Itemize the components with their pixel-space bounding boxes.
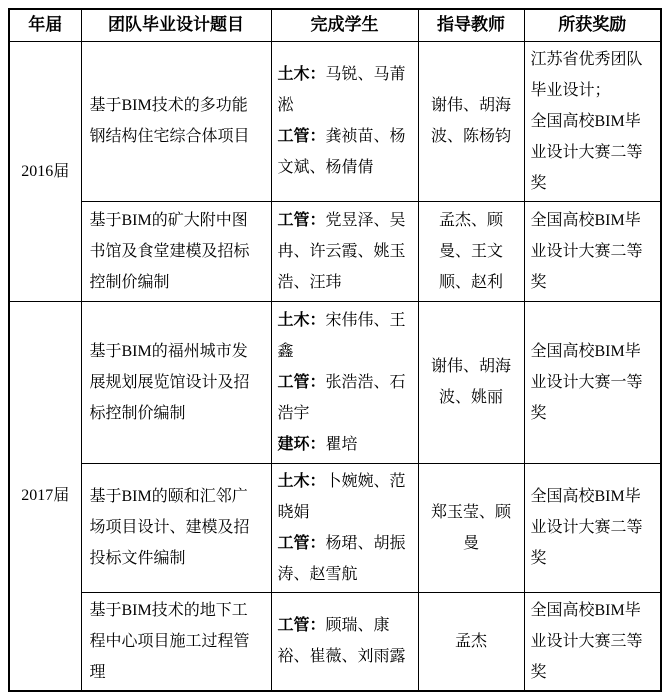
awards-cell xyxy=(524,41,661,201)
student-names: 杨珺、胡振涛、赵雪航 xyxy=(277,534,406,583)
student-group xyxy=(278,528,412,590)
students-cell xyxy=(271,301,418,463)
award-text: 江苏省优秀团队毕业设计； xyxy=(530,50,643,99)
table-row xyxy=(9,41,661,201)
topic-cell xyxy=(81,301,271,463)
column-header: 年届 xyxy=(9,9,81,41)
graduation-awards-table xyxy=(8,8,662,692)
column-header: 完成学生 xyxy=(271,9,418,41)
topic-text: 基于BIM的福州城市发展规划展览馆设计及招标控制价编制 xyxy=(89,342,250,422)
awards-cell xyxy=(524,592,661,691)
student-names: 张浩浩、石浩宇 xyxy=(277,373,406,422)
student-names: 龚祯苗、杨文斌、杨倩倩 xyxy=(277,128,406,176)
major-label: 建环： xyxy=(277,435,326,453)
award-text: 全国高校BIM毕业设计大赛二等奖 xyxy=(530,488,643,567)
teacher-names: 孟杰 xyxy=(454,632,487,650)
table-header-row xyxy=(9,9,661,41)
topic-cell xyxy=(81,592,271,691)
award-text: 全国高校BIM毕业设计大赛三等奖 xyxy=(530,601,643,681)
major-label: 土木： xyxy=(277,66,326,83)
topic-text: 基于BIM技术的地下工程中心项目施工过程管理 xyxy=(89,601,250,681)
teacher-names: 郑玉莹、顾曼 xyxy=(430,503,511,552)
awards-cell xyxy=(524,301,661,463)
teachers-cell xyxy=(418,41,524,201)
student-names: 瞿培 xyxy=(325,435,358,453)
awards-cell xyxy=(524,463,661,592)
topic-text: 基于BIM的颐和汇邻广场项目设计、建模及招投标文件编制 xyxy=(89,488,250,567)
major-label: 土木： xyxy=(277,472,326,490)
student-group xyxy=(278,429,412,460)
table-row xyxy=(9,301,661,463)
teachers-cell xyxy=(418,463,524,592)
table-row xyxy=(9,201,661,301)
students-cell xyxy=(271,463,418,592)
students-cell xyxy=(271,201,418,301)
major-label: 工管： xyxy=(277,373,326,391)
student-group xyxy=(278,121,412,183)
students-cell xyxy=(271,592,418,691)
awards-cell xyxy=(524,201,661,301)
major-label: 工管： xyxy=(277,534,326,552)
column-header: 所获奖励 xyxy=(524,9,661,41)
column-header: 指导教师 xyxy=(418,9,524,41)
student-names: 党昱泽、吴冉、许云霞、姚玉浩、汪玮 xyxy=(277,211,406,291)
teacher-names: 孟杰、顾曼、王文顺、赵利 xyxy=(438,211,503,291)
student-names: 马锐、马莆淞 xyxy=(277,66,406,114)
topic-text: 基于BIM的矿大附中图书馆及食堂建模及招标控制价编制 xyxy=(89,211,250,291)
table-row xyxy=(9,592,661,691)
year-cell: 2017届 xyxy=(9,301,81,691)
column-header: 团队毕业设计题目 xyxy=(81,9,271,41)
topic-cell xyxy=(81,201,271,301)
students-cell xyxy=(271,41,418,201)
topic-cell xyxy=(81,41,271,201)
student-group xyxy=(278,610,412,672)
year-cell: 2016届 xyxy=(9,41,81,301)
teacher-names: 谢伟、胡海波、陈杨钧 xyxy=(430,97,511,145)
topic-text: 基于BIM技术的多功能钢结构住宅综合体项目 xyxy=(89,97,250,145)
table-body xyxy=(9,41,661,691)
topic-cell xyxy=(81,463,271,592)
student-names: 宋伟伟、王鑫 xyxy=(277,311,406,360)
student-group xyxy=(278,205,412,298)
student-group xyxy=(278,59,412,121)
student-group xyxy=(278,305,412,367)
award-text: 全国高校BIM毕业设计大赛二等奖 xyxy=(530,112,643,192)
teacher-names: 谢伟、胡海波、姚丽 xyxy=(430,358,511,406)
major-label: 工管： xyxy=(277,128,326,145)
major-label: 工管： xyxy=(277,617,326,634)
table-row xyxy=(9,463,661,592)
student-group xyxy=(278,367,412,429)
teachers-cell xyxy=(418,201,524,301)
award-text: 全国高校BIM毕业设计大赛一等奖 xyxy=(530,342,643,422)
teachers-cell xyxy=(418,301,524,463)
student-names: 顾瑞、康裕、崔薇、刘雨露 xyxy=(277,617,406,665)
student-group xyxy=(278,466,412,528)
student-names: 卜婉婉、范晓娟 xyxy=(277,472,406,521)
teachers-cell xyxy=(418,592,524,691)
major-label: 土木： xyxy=(277,311,326,329)
award-text: 全国高校BIM毕业设计大赛二等奖 xyxy=(530,211,643,291)
major-label: 工管： xyxy=(277,211,326,229)
